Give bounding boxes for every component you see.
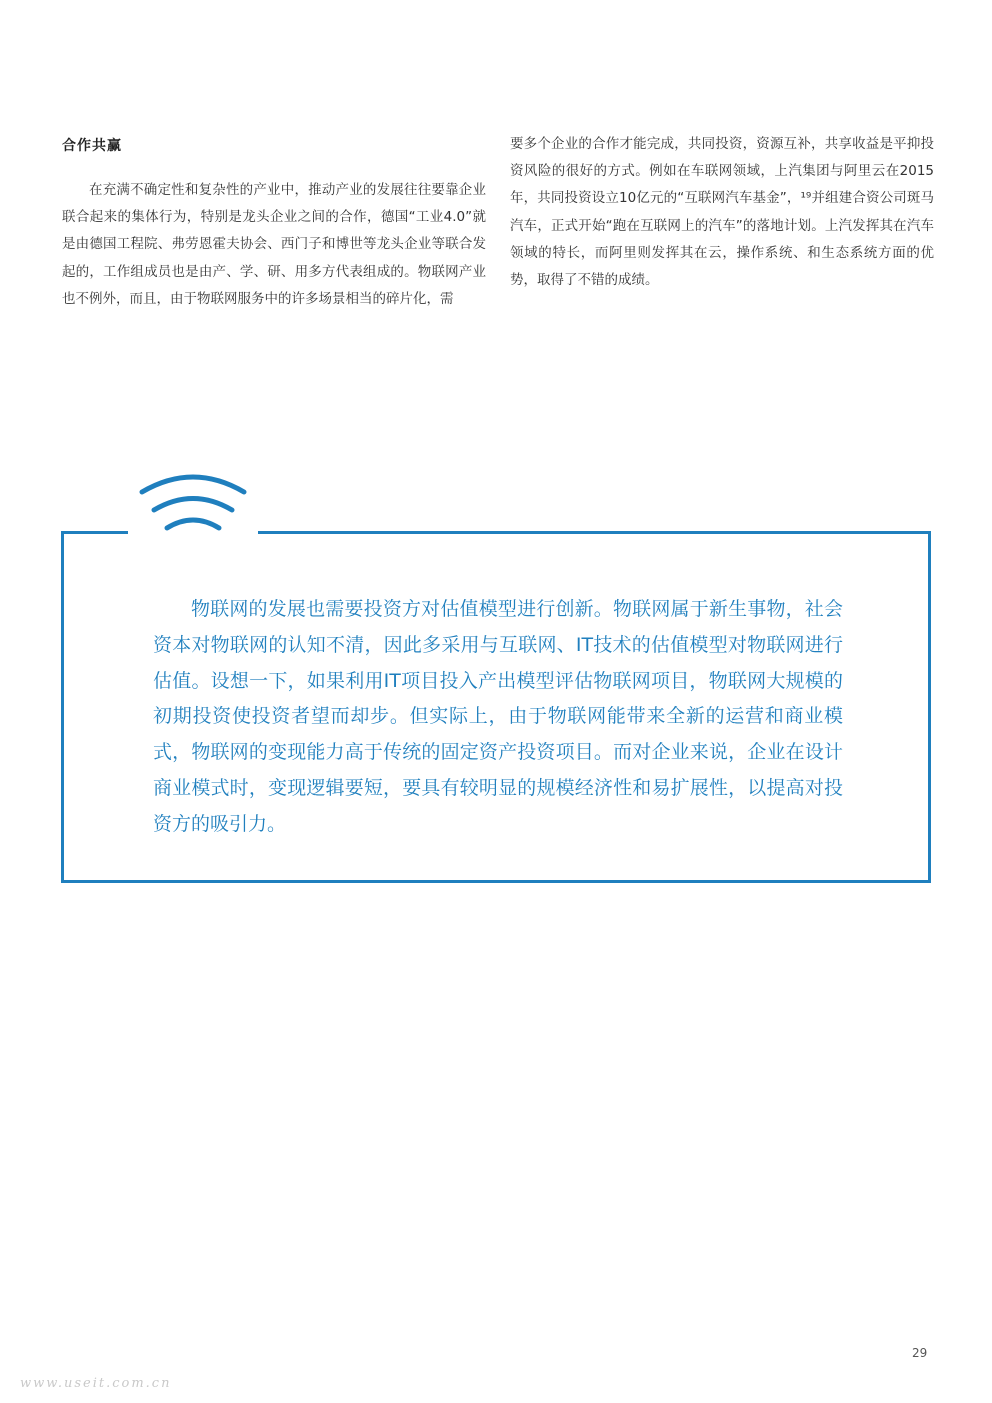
right-text-column (510, 131, 934, 294)
left-text-column (62, 177, 486, 313)
section-heading: 合作共赢 (62, 138, 122, 154)
left-paragraph: 在充满不确定性和复杂性的产业中，推动产业的发展往往要靠企业联合起来的集体行为，特别是龙头企业之间的合作，德国“工业4.0”就是由德国工程院、弗劳恩霍夫协会、西门子和博世等龙头企业等联合发起的，工作组成员也是由产、学、研、用多方代表组成的。物联网产业也不例外，而且，由于物联网服务中的许多场景相当的碎片化，需 (62, 182, 486, 307)
page-number: 29 (912, 1346, 928, 1360)
wifi-signal-icon (128, 468, 258, 540)
right-paragraph: 要多个企业的合作才能完成，共同投资，资源互补，共享收益是平抑投资风险的很好的方式。例如在车联网领域，上汽集团与阿里云在2015年，共同投资设立10亿元的“互联网汽车基金”，¹⁹并组建合资公司斑马汽车，正式开始“跑在互联网上的汽车”的落地计划。上汽发挥其在汽车领域的特长，而阿里则发挥其在云，操作系统、和生态系统方面的优势，取得了不错的成绩。 (510, 136, 934, 289)
watermark: www.useit.com.cn (20, 1376, 172, 1391)
callout-text (153, 592, 843, 843)
callout-paragraph: 物联网的发展也需要投资方对估值模型进行创新。物联网属于新生事物，社会资本对物联网的认知不清，因此多采用与互联网、IT技术的估值模型对物联网进行估值。设想一下，如果利用IT项目投入产出模型评估物联网项目，物联网大规模的初期投资使投资者望而却步。但实际上，由于物联网能带来全新的运营和商业模式，物联网的变现能力高于传统的固定资产投资项目。而对企业来说，企业在设计商业模式时，变现逻辑要短，要具有较明显的规模经济性和易扩展性，以提高对投资方的吸引力。 (153, 598, 843, 835)
